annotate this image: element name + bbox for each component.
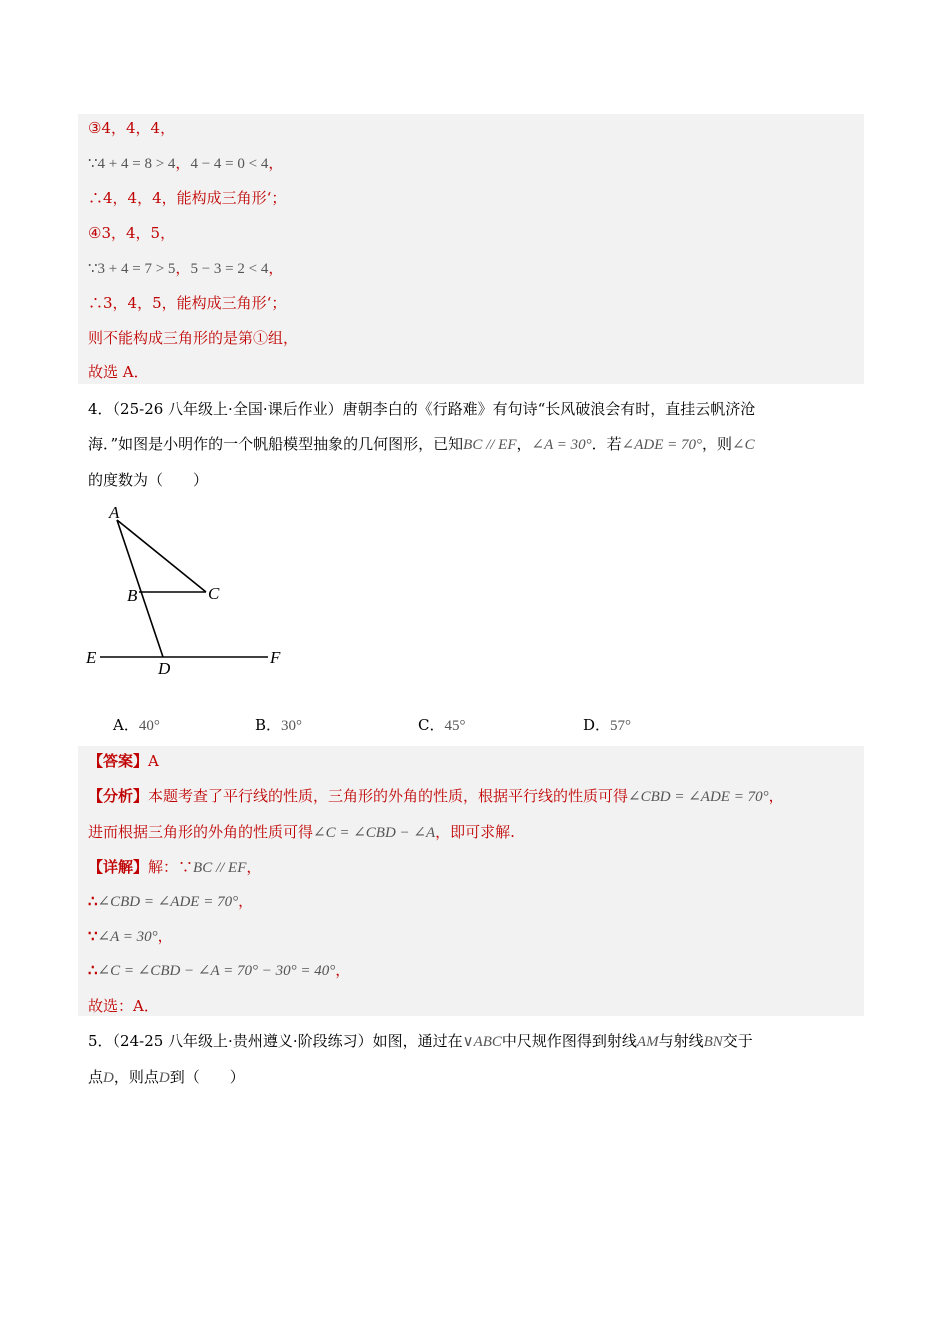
prev-item3-conclusion: ∴4，4，4，能构成三角形‘； <box>88 189 287 207</box>
segment-ac <box>117 520 206 592</box>
q5-math-triangle: ∨ABC <box>462 1034 502 1050</box>
prev-item4-end: ， <box>268 259 284 277</box>
q5-line1-a: 5．（24-25 八年级上·贵州遵义·阶段练习）如图，通过在 <box>88 1032 463 1050</box>
prev-conclusion: 则不能构成三角形的是第①组， <box>88 329 299 347</box>
q4-option-b-value: 30° <box>281 718 303 734</box>
q4-option-d[interactable] <box>583 714 631 735</box>
q5-math-am: AM <box>636 1034 659 1050</box>
q4-detail-step3 <box>88 926 173 947</box>
q4-option-a[interactable] <box>113 714 160 735</box>
analysis-end1: ， <box>768 787 784 805</box>
label-c: C <box>208 584 220 603</box>
analysis-math2: ∠C = ∠CBD − ∠A <box>313 825 436 841</box>
step2-end: ， <box>238 892 254 910</box>
prev-item3-head: ③4，4，4， <box>88 119 176 137</box>
therefore-symbol-2: ∴ <box>88 961 98 979</box>
q4-math-angle-c: ∠C <box>732 437 755 453</box>
q5-line1-d: 交于 <box>722 1032 753 1050</box>
q4-line1: 4．（25-26 八年级上·全国·课后作业）唐朝李白的《行路难》有句诗“长风破浪会有时，直挂云帆济沧 <box>88 400 756 418</box>
q4-line2-d: ，则 <box>701 435 732 453</box>
prev-item3-calc1: ∵4 + 4 = 8 > 4 <box>88 156 176 172</box>
q5-line1-b: 中尺规作图得到射线 <box>501 1032 637 1050</box>
answer-value: A <box>148 752 159 770</box>
analysis-math1: ∠CBD = ∠ADE = 70° <box>628 789 769 805</box>
q4-line2-a: 海．”如图是小明作的一个帆船模型抽象的几何图形，已知 <box>88 435 464 453</box>
q4-math-bc-ef: BC // EF <box>463 437 517 453</box>
label-d: D <box>158 659 171 678</box>
detail-tag: 【详解】 <box>88 858 149 876</box>
prev-choose: 故选 A． <box>88 363 149 381</box>
segment-ad <box>117 520 163 657</box>
q4-math-angle-a: ∠A = 30° <box>531 437 592 453</box>
q4-answer <box>88 751 159 771</box>
label-e: E <box>86 648 97 667</box>
q5-math-d2: D <box>158 1070 170 1086</box>
prev-item3-calc2: 4 − 4 = 0 < 4 <box>190 156 269 172</box>
label-f: F <box>270 648 281 667</box>
q4-analysis-line1 <box>88 786 784 807</box>
prev-item4-sep: ， <box>175 259 191 277</box>
q4-option-b-letter: B． <box>255 716 282 734</box>
q4-option-b[interactable] <box>255 714 302 735</box>
step2-math: ∠CBD = ∠ADE = 70° <box>97 894 239 910</box>
q4-option-a-letter: A． <box>113 716 139 734</box>
q4-detail-line1 <box>88 857 261 878</box>
q4-analysis-line2 <box>88 822 515 843</box>
analysis-tag: 【分析】 <box>88 787 149 805</box>
detail-intro: 解：∵ <box>148 858 194 876</box>
q4-line2-c: ．若 <box>591 435 622 453</box>
analysis-text1: 本题考查了平行线的性质，三角形的外角的性质，根据平行线的性质可得 <box>148 787 629 805</box>
q4-line2-b: ， <box>516 435 532 453</box>
q4-line3: 的度数为（ ） <box>88 471 209 489</box>
step3-math: ∠A = 30° <box>97 929 158 945</box>
q5-line2-b: ，则点 <box>113 1068 159 1086</box>
q4-math-angle-ade: ∠ADE = 70° <box>621 437 702 453</box>
q5-line2-c: 到（ ） <box>169 1068 245 1086</box>
q4-option-c-letter: C． <box>418 716 445 734</box>
detail-end1: ， <box>246 858 262 876</box>
label-a: A <box>109 503 120 522</box>
q5-math-d1: D <box>103 1070 114 1086</box>
q4-option-d-letter: D． <box>583 716 611 734</box>
q5-math-bn: BN <box>703 1034 723 1050</box>
q5-line2-a: 点 <box>88 1068 104 1086</box>
q5-line1-c: 与射线 <box>658 1032 704 1050</box>
label-b: B <box>127 586 138 605</box>
prev-item3-calc <box>88 153 283 174</box>
step4-end: ， <box>335 961 351 979</box>
step4-math: ∠C = ∠CBD − ∠A = 70° − 30° = 40° <box>97 963 336 979</box>
because-symbol: ∵ <box>88 927 98 945</box>
q4-detail-step4 <box>88 960 350 981</box>
prev-item4-head: ④3，4，5， <box>88 224 176 242</box>
q4-choose: 故选：A． <box>88 997 159 1015</box>
analysis-text2: 进而根据三角形的外角的性质可得 <box>88 823 314 841</box>
q4-figure <box>80 500 300 685</box>
therefore-symbol: ∴ <box>88 892 98 910</box>
prev-item4-calc <box>88 258 283 279</box>
prev-item3-sep: ， <box>175 154 191 172</box>
q4-option-d-value: 57° <box>610 718 632 734</box>
prev-item4-calc2: 5 − 3 = 2 < 4 <box>190 261 269 277</box>
detail-math1: BC // EF <box>193 860 247 876</box>
prev-item3-end: ， <box>268 154 284 172</box>
q4-line2 <box>88 434 755 455</box>
q4-detail-step2 <box>88 891 253 912</box>
q4-option-c[interactable] <box>418 714 465 735</box>
prev-item4-conclusion: ∴3，4，5，能构成三角形‘； <box>88 294 287 312</box>
analysis-end2: ，即可求解. <box>435 823 515 841</box>
prev-item4-calc1: ∵3 + 4 = 7 > 5 <box>88 261 176 277</box>
q5-line2 <box>88 1067 245 1088</box>
step3-end: ， <box>157 927 173 945</box>
q4-option-c-value: 45° <box>444 718 466 734</box>
q5-line1 <box>88 1031 753 1052</box>
q4-option-a-value: 40° <box>138 718 160 734</box>
answer-tag: 【答案】 <box>88 752 149 770</box>
